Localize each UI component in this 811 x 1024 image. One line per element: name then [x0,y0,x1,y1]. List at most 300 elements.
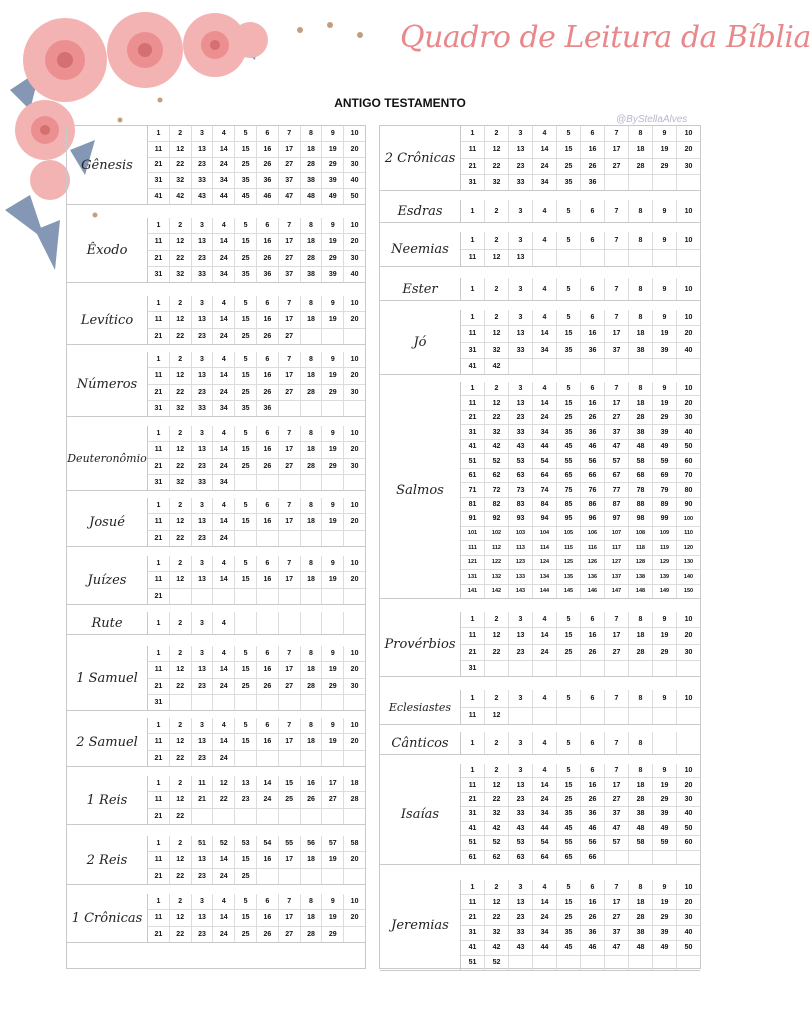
chapter-cell[interactable]: 15 [235,662,257,677]
chapter-cell[interactable]: 52 [213,836,235,851]
chapter-cell[interactable]: 32 [170,173,192,188]
chapter-cell[interactable]: 41 [461,440,485,453]
chapter-cell[interactable]: 11 [461,326,485,341]
chapter-cell[interactable] [235,809,257,824]
chapter-cell[interactable]: 10 [684,694,693,702]
chapter-cell[interactable]: 145 [557,585,581,598]
chapter-cell[interactable]: 26 [257,329,279,344]
chapter-cell[interactable]: 142 [485,585,509,598]
chapter-cell[interactable]: 6 [257,126,279,141]
chapter-cell[interactable]: 3 [192,646,214,661]
chapter-cell[interactable]: 55 [279,836,301,851]
chapter-cell[interactable] [257,612,279,634]
chapter-cell[interactable]: 18 [629,895,653,909]
chapter-cell[interactable]: 31 [148,401,170,416]
chapter-cell[interactable]: 101 [461,527,485,540]
chapter-cell[interactable]: 16 [257,234,279,249]
chapter-cell[interactable]: 8 [629,310,653,325]
chapter-cell[interactable]: 1 [148,556,170,571]
chapter-cell[interactable] [235,695,257,710]
chapter-cell[interactable]: 85 [557,498,581,511]
chapter-cell[interactable]: 24 [213,459,235,474]
chapter-cell[interactable] [653,732,677,754]
chapter-cell[interactable] [322,589,344,604]
chapter-cell[interactable]: 17 [279,734,301,749]
chapter-cell[interactable] [213,589,235,604]
chapter-cell[interactable]: 13 [192,572,214,587]
chapter-cell[interactable] [533,661,557,676]
chapter-cell[interactable]: 23 [509,910,533,924]
chapter-cell[interactable]: 2 [170,612,192,634]
chapter-cell[interactable]: 4 [533,690,557,707]
chapter-cell[interactable]: 24 [533,159,557,174]
chapter-cell[interactable]: 31 [461,343,485,358]
chapter-cell[interactable]: 34 [533,425,557,438]
chapter-cell[interactable]: 23 [192,927,214,942]
chapter-cell[interactable]: 7 [605,200,629,222]
chapter-cell[interactable]: 17 [605,628,629,643]
chapter-cell[interactable] [677,661,700,676]
chapter-cell[interactable] [557,708,581,725]
chapter-cell[interactable] [301,475,323,490]
chapter-cell[interactable]: 139 [653,570,677,583]
chapter-cell[interactable]: 17 [605,396,629,409]
chapter-cell[interactable]: 79 [653,483,677,496]
chapter-cell[interactable]: 22 [170,679,192,694]
chapter-cell[interactable] [677,732,700,754]
chapter-cell[interactable]: 30 [684,648,693,656]
chapter-cell[interactable]: 93 [509,512,533,525]
chapter-cell[interactable]: 15 [235,368,257,383]
chapter-cell[interactable]: 120 [683,544,694,551]
chapter-cell[interactable]: 3 [192,612,214,634]
chapter-cell[interactable]: 22 [170,459,192,474]
chapter-cell[interactable]: 22 [170,809,192,824]
chapter-cell[interactable] [485,661,509,676]
chapter-cell[interactable]: 37 [605,926,629,940]
chapter-cell[interactable]: 12 [485,628,509,643]
chapter-cell[interactable]: 26 [581,910,605,924]
chapter-cell[interactable]: 19 [322,142,344,157]
chapter-cell[interactable]: 3 [192,218,214,233]
chapter-cell[interactable]: 35 [235,401,257,416]
chapter-cell[interactable] [301,589,323,604]
chapter-cell[interactable]: 5 [557,732,581,754]
chapter-cell[interactable]: 16 [581,628,605,643]
chapter-cell[interactable]: 33 [509,425,533,438]
chapter-cell[interactable]: 20 [350,576,359,584]
chapter-cell[interactable]: 15 [235,234,257,249]
chapter-cell[interactable]: 33 [192,173,214,188]
chapter-cell[interactable]: 2 [485,310,509,325]
chapter-cell[interactable]: 9 [322,426,344,441]
chapter-cell[interactable]: 12 [170,234,192,249]
chapter-cell[interactable]: 36 [581,926,605,940]
chapter-cell[interactable]: 13 [509,396,533,409]
chapter-cell[interactable]: 42 [485,941,509,955]
chapter-cell[interactable]: 3 [509,612,533,627]
chapter-cell[interactable]: 17 [605,895,629,909]
chapter-cell[interactable]: 27 [605,910,629,924]
chapter-cell[interactable]: 13 [192,234,214,249]
chapter-cell[interactable] [533,956,557,970]
chapter-cell[interactable]: 32 [485,807,509,820]
chapter-cell[interactable]: 64 [533,469,557,482]
chapter-cell[interactable]: 19 [653,326,677,341]
chapter-cell[interactable]: 22 [485,910,509,924]
chapter-cell[interactable] [344,751,365,766]
chapter-cell[interactable]: 135 [557,570,581,583]
chapter-cell[interactable]: 7 [279,218,301,233]
chapter-cell[interactable]: 15 [557,396,581,409]
chapter-cell[interactable] [677,851,700,864]
chapter-cell[interactable]: 82 [485,498,509,511]
chapter-cell[interactable] [605,956,629,970]
chapter-cell[interactable]: 22 [170,869,192,884]
chapter-cell[interactable]: 28 [629,910,653,924]
chapter-cell[interactable]: 25 [235,329,257,344]
chapter-cell[interactable]: 2 [170,836,192,851]
chapter-cell[interactable]: 43 [192,189,214,204]
chapter-cell[interactable]: 21 [148,329,170,344]
chapter-cell[interactable] [629,708,653,725]
chapter-cell[interactable]: 36 [581,343,605,358]
chapter-cell[interactable]: 50 [684,824,693,832]
chapter-cell[interactable]: 114 [533,541,557,554]
chapter-cell[interactable]: 58 [350,840,359,848]
chapter-cell[interactable]: 11 [148,142,170,157]
chapter-cell[interactable] [344,475,365,490]
chapter-cell[interactable]: 14 [213,312,235,327]
chapter-cell[interactable]: 24 [213,679,235,694]
chapter-cell[interactable]: 12 [485,396,509,409]
chapter-cell[interactable]: 3 [192,426,214,441]
chapter-cell[interactable]: 63 [509,469,533,482]
chapter-cell[interactable]: 88 [629,498,653,511]
chapter-cell[interactable] [301,531,323,546]
chapter-cell[interactable]: 7 [279,646,301,661]
chapter-cell[interactable]: 8 [629,732,653,754]
chapter-cell[interactable]: 1 [148,126,170,141]
chapter-cell[interactable]: 9 [322,352,344,367]
chapter-cell[interactable]: 18 [301,852,323,867]
chapter-cell[interactable]: 2 [170,776,192,791]
chapter-cell[interactable]: 8 [629,232,653,249]
chapter-cell[interactable] [279,695,301,710]
chapter-cell[interactable]: 18 [629,778,653,791]
chapter-cell[interactable]: 27 [279,251,301,266]
chapter-cell[interactable]: 23 [192,158,214,173]
chapter-cell[interactable]: 103 [509,527,533,540]
chapter-cell[interactable]: 19 [653,396,677,409]
chapter-cell[interactable] [279,809,301,824]
chapter-cell[interactable]: 21 [148,869,170,884]
chapter-cell[interactable]: 26 [257,459,279,474]
chapter-cell[interactable]: 13 [192,442,214,457]
chapter-cell[interactable]: 12 [170,852,192,867]
chapter-cell[interactable]: 3 [509,732,533,754]
chapter-cell[interactable]: 26 [581,793,605,806]
chapter-cell[interactable] [653,175,677,190]
chapter-cell[interactable]: 14 [213,442,235,457]
chapter-cell[interactable]: 19 [322,442,344,457]
chapter-cell[interactable]: 46 [581,440,605,453]
chapter-cell[interactable] [533,359,557,374]
chapter-cell[interactable]: 30 [350,161,359,169]
chapter-cell[interactable]: 28 [301,459,323,474]
chapter-cell[interactable]: 1 [461,880,485,894]
chapter-cell[interactable]: 6 [257,718,279,733]
chapter-cell[interactable]: 24 [213,251,235,266]
chapter-cell[interactable]: 13 [192,910,214,925]
chapter-cell[interactable]: 14 [213,662,235,677]
chapter-cell[interactable]: 61 [461,469,485,482]
chapter-cell[interactable]: 55 [557,836,581,849]
chapter-cell[interactable] [605,359,629,374]
chapter-cell[interactable]: 6 [257,498,279,513]
chapter-cell[interactable]: 21 [192,792,214,807]
chapter-cell[interactable]: 22 [170,329,192,344]
chapter-cell[interactable]: 81 [461,498,485,511]
chapter-cell[interactable] [235,751,257,766]
chapter-cell[interactable]: 10 [684,883,693,891]
chapter-cell[interactable]: 27 [279,158,301,173]
chapter-cell[interactable]: 41 [461,941,485,955]
chapter-cell[interactable] [192,589,214,604]
chapter-cell[interactable] [653,956,677,970]
chapter-cell[interactable]: 3 [509,382,533,395]
chapter-cell[interactable]: 1 [148,612,170,634]
chapter-cell[interactable]: 36 [257,173,279,188]
chapter-cell[interactable]: 75 [557,483,581,496]
chapter-cell[interactable]: 5 [235,352,257,367]
chapter-cell[interactable]: 24 [213,385,235,400]
chapter-cell[interactable]: 37 [605,425,629,438]
chapter-cell[interactable]: 6 [581,690,605,707]
chapter-cell[interactable]: 29 [653,645,677,660]
chapter-cell[interactable]: 52 [485,956,509,970]
chapter-cell[interactable]: 18 [301,442,323,457]
chapter-cell[interactable]: 22 [170,927,192,942]
chapter-cell[interactable] [257,531,279,546]
chapter-cell[interactable]: 22 [213,792,235,807]
chapter-cell[interactable]: 9 [653,232,677,249]
chapter-cell[interactable]: 2 [170,352,192,367]
chapter-cell[interactable]: 13 [192,662,214,677]
chapter-cell[interactable]: 16 [581,396,605,409]
chapter-cell[interactable]: 23 [509,411,533,424]
chapter-cell[interactable]: 2 [485,382,509,395]
chapter-cell[interactable]: 26 [257,158,279,173]
chapter-cell[interactable]: 24 [213,329,235,344]
chapter-cell[interactable] [629,359,653,374]
chapter-cell[interactable]: 29 [653,910,677,924]
chapter-cell[interactable]: 147 [605,585,629,598]
chapter-cell[interactable] [653,359,677,374]
chapter-cell[interactable]: 126 [581,556,605,569]
chapter-cell[interactable]: 25 [235,869,257,884]
chapter-cell[interactable]: 42 [485,359,509,374]
chapter-cell[interactable]: 7 [605,232,629,249]
chapter-cell[interactable]: 5 [235,894,257,909]
chapter-cell[interactable]: 4 [213,296,235,311]
chapter-cell[interactable]: 43 [509,440,533,453]
chapter-cell[interactable]: 15 [557,778,581,791]
chapter-cell[interactable]: 3 [509,690,533,707]
chapter-cell[interactable]: 6 [581,382,605,395]
chapter-cell[interactable] [322,401,344,416]
chapter-cell[interactable] [509,661,533,676]
chapter-cell[interactable]: 4 [533,278,557,300]
chapter-cell[interactable]: 96 [581,512,605,525]
chapter-cell[interactable]: 2 [485,126,509,141]
chapter-cell[interactable] [629,956,653,970]
chapter-cell[interactable]: 27 [279,329,301,344]
chapter-cell[interactable]: 44 [533,941,557,955]
chapter-cell[interactable]: 2 [485,880,509,894]
chapter-cell[interactable]: 21 [148,679,170,694]
chapter-cell[interactable]: 3 [192,126,214,141]
chapter-cell[interactable] [605,250,629,267]
chapter-cell[interactable]: 4 [533,310,557,325]
chapter-cell[interactable]: 36 [581,425,605,438]
chapter-cell[interactable]: 29 [322,459,344,474]
chapter-cell[interactable]: 54 [257,836,279,851]
chapter-cell[interactable]: 9 [653,612,677,627]
chapter-cell[interactable]: 17 [279,442,301,457]
chapter-cell[interactable]: 1 [461,310,485,325]
chapter-cell[interactable] [257,869,279,884]
chapter-cell[interactable]: 6 [257,646,279,661]
chapter-cell[interactable] [344,329,365,344]
chapter-cell[interactable]: 23 [192,531,214,546]
chapter-cell[interactable]: 26 [257,927,279,942]
chapter-cell[interactable]: 5 [235,498,257,513]
chapter-cell[interactable]: 57 [322,836,344,851]
chapter-cell[interactable] [213,809,235,824]
chapter-cell[interactable]: 8 [629,200,653,222]
chapter-cell[interactable] [344,869,365,884]
chapter-cell[interactable]: 29 [653,793,677,806]
chapter-cell[interactable]: 7 [279,126,301,141]
chapter-cell[interactable] [322,869,344,884]
chapter-cell[interactable]: 3 [509,232,533,249]
chapter-cell[interactable]: 9 [653,310,677,325]
chapter-cell[interactable]: 26 [301,792,323,807]
chapter-cell[interactable]: 95 [557,512,581,525]
chapter-cell[interactable]: 13 [509,628,533,643]
chapter-cell[interactable]: 2 [170,426,192,441]
chapter-cell[interactable]: 37 [605,343,629,358]
chapter-cell[interactable]: 23 [192,459,214,474]
chapter-cell[interactable]: 18 [301,368,323,383]
chapter-cell[interactable]: 16 [581,142,605,157]
chapter-cell[interactable]: 14 [533,396,557,409]
chapter-cell[interactable]: 4 [213,352,235,367]
chapter-cell[interactable]: 13 [235,776,257,791]
chapter-cell[interactable]: 5 [235,126,257,141]
chapter-cell[interactable]: 45 [557,941,581,955]
chapter-cell[interactable]: 16 [257,142,279,157]
chapter-cell[interactable]: 7 [279,352,301,367]
chapter-cell[interactable]: 62 [485,469,509,482]
chapter-cell[interactable]: 20 [350,666,359,674]
chapter-cell[interactable]: 5 [557,612,581,627]
chapter-cell[interactable]: 56 [581,454,605,467]
chapter-cell[interactable]: 44 [533,440,557,453]
chapter-cell[interactable]: 38 [629,343,653,358]
chapter-cell[interactable]: 57 [605,454,629,467]
chapter-cell[interactable]: 22 [485,411,509,424]
chapter-cell[interactable]: 20 [350,914,359,922]
chapter-cell[interactable]: 5 [557,880,581,894]
chapter-cell[interactable]: 11 [461,628,485,643]
chapter-cell[interactable] [533,708,557,725]
chapter-cell[interactable] [257,695,279,710]
chapter-cell[interactable] [279,589,301,604]
chapter-cell[interactable] [605,661,629,676]
chapter-cell[interactable]: 28 [301,385,323,400]
chapter-cell[interactable]: 30 [684,414,693,422]
chapter-cell[interactable]: 5 [235,296,257,311]
chapter-cell[interactable]: 3 [192,296,214,311]
chapter-cell[interactable]: 25 [235,927,257,942]
chapter-cell[interactable]: 45 [557,440,581,453]
chapter-cell[interactable]: 4 [213,426,235,441]
chapter-cell[interactable]: 11 [148,734,170,749]
chapter-cell[interactable]: 40 [684,428,693,436]
chapter-cell[interactable]: 43 [509,822,533,835]
chapter-cell[interactable]: 1 [148,646,170,661]
chapter-cell[interactable]: 149 [653,585,677,598]
chapter-cell[interactable]: 44 [533,822,557,835]
chapter-cell[interactable]: 39 [653,343,677,358]
chapter-cell[interactable]: 18 [301,514,323,529]
chapter-cell[interactable]: 84 [533,498,557,511]
chapter-cell[interactable]: 40 [350,177,359,185]
chapter-cell[interactable]: 26 [581,159,605,174]
chapter-cell[interactable]: 11 [461,396,485,409]
chapter-cell[interactable]: 10 [350,129,359,137]
chapter-cell[interactable]: 8 [629,764,653,777]
chapter-cell[interactable]: 10 [350,430,359,438]
chapter-cell[interactable]: 19 [322,910,344,925]
chapter-cell[interactable]: 52 [485,836,509,849]
chapter-cell[interactable] [235,589,257,604]
chapter-cell[interactable]: 94 [533,512,557,525]
chapter-cell[interactable]: 32 [170,401,192,416]
chapter-cell[interactable]: 17 [605,778,629,791]
chapter-cell[interactable]: 13 [192,852,214,867]
chapter-cell[interactable]: 7 [605,126,629,141]
chapter-cell[interactable]: 20 [350,145,359,153]
chapter-cell[interactable]: 16 [301,776,323,791]
chapter-cell[interactable]: 70 [684,472,693,480]
chapter-cell[interactable]: 18 [629,142,653,157]
chapter-cell[interactable]: 25 [235,459,257,474]
chapter-cell[interactable]: 8 [629,126,653,141]
chapter-cell[interactable]: 13 [509,778,533,791]
chapter-cell[interactable]: 31 [148,267,170,282]
chapter-cell[interactable] [213,695,235,710]
chapter-cell[interactable]: 36 [257,267,279,282]
chapter-cell[interactable]: 8 [301,718,323,733]
chapter-cell[interactable]: 48 [629,822,653,835]
chapter-cell[interactable]: 9 [653,690,677,707]
chapter-cell[interactable]: 12 [170,572,192,587]
chapter-cell[interactable]: 17 [605,326,629,341]
chapter-cell[interactable]: 10 [684,285,693,293]
